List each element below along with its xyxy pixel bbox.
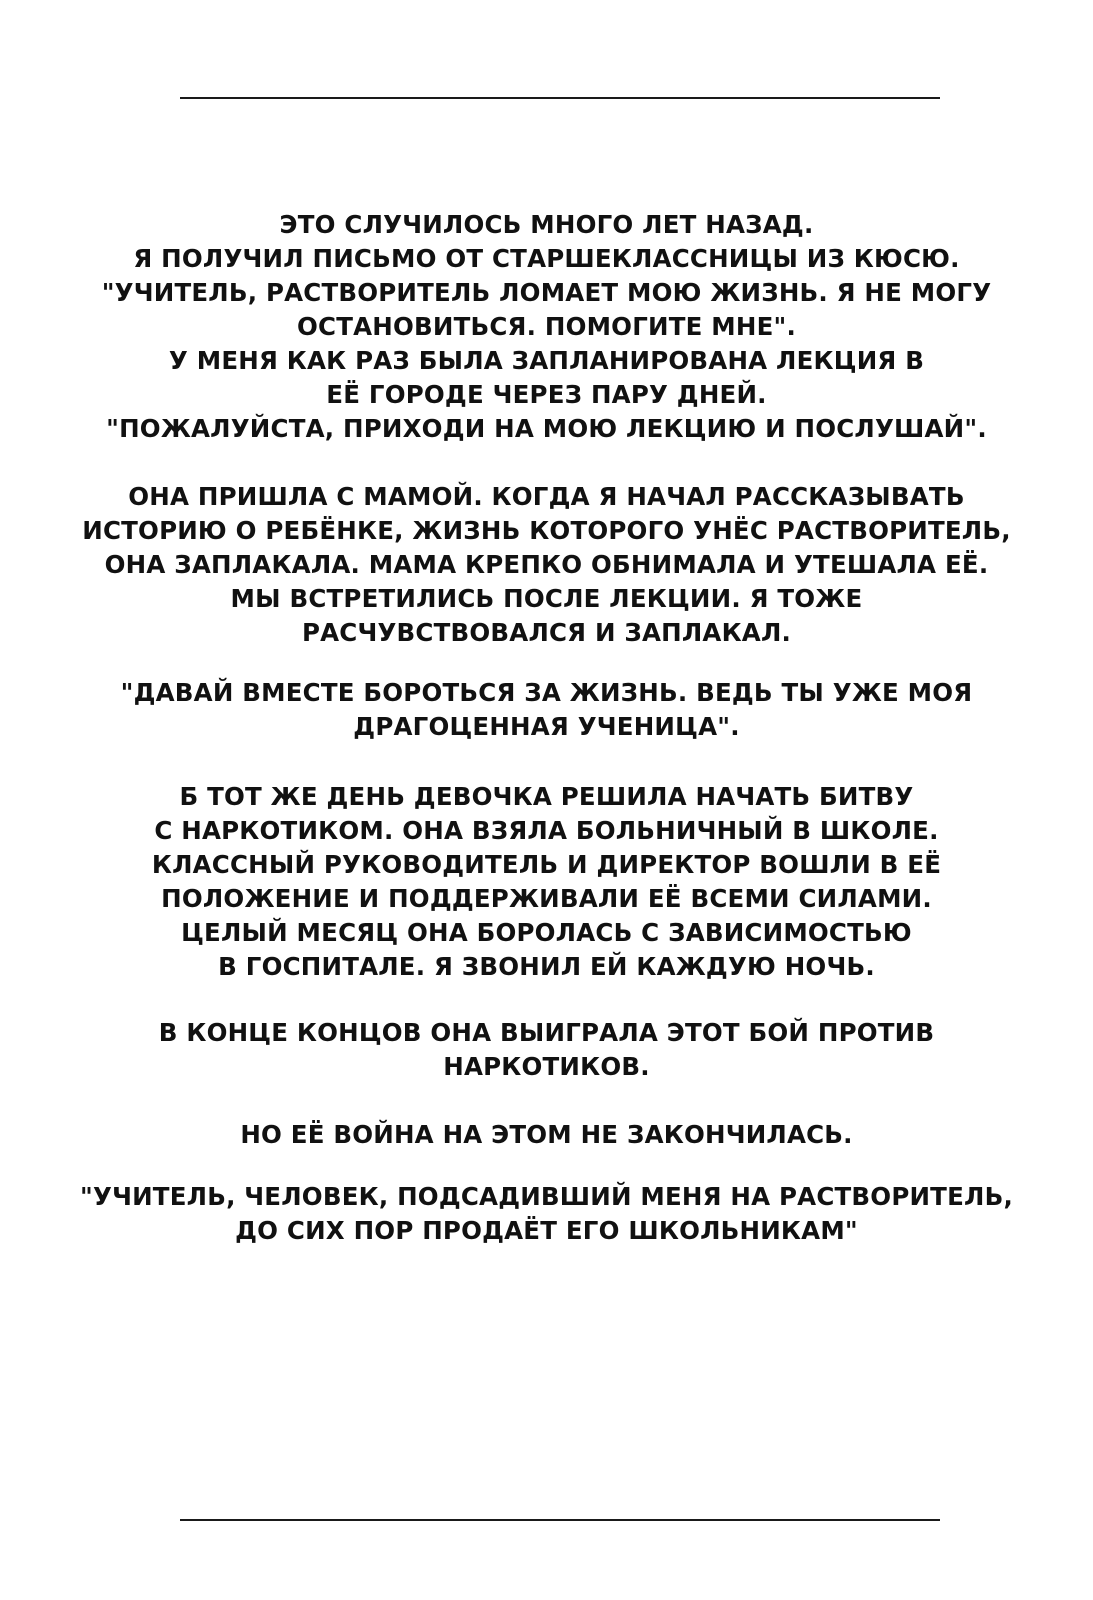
paragraph-3 xyxy=(60,676,1033,744)
paragraph-line: Б ТОТ ЖЕ ДЕНЬ ДЕВОЧКА РЕШИЛА НАЧАТЬ БИТВУ xyxy=(179,782,914,811)
paragraph-line: "УЧИТЕЛЬ, РАСТВОРИТЕЛЬ ЛОМАЕТ МОЮ ЖИЗНЬ. Я НЕ МОГУ xyxy=(101,278,992,307)
paragraph-line: "УЧИТЕЛЬ, ЧЕЛОВЕК, ПОДСАДИВШИЙ МЕНЯ НА РАСТВОРИТЕЛЬ, xyxy=(80,1182,1013,1211)
paragraph-line: ДО СИХ ПОР ПРОДАЁТ ЕГО ШКОЛЬНИКАМ" xyxy=(235,1216,858,1245)
bottom-divider-line xyxy=(180,1519,940,1521)
paragraph-line: НАРКОТИКОВ. xyxy=(443,1052,650,1081)
paragraph-6 xyxy=(60,1118,1033,1152)
paragraph-line: НО ЕЁ ВОЙНА НА ЭТОМ НЕ ЗАКОНЧИЛАСЬ. xyxy=(240,1120,853,1149)
paragraph-line: ОНА ЗАПЛАКАЛА. МАМА КРЕПКО ОБНИМАЛА И УТЕШАЛА ЕЁ. xyxy=(104,550,989,579)
top-divider-line xyxy=(180,97,940,99)
paragraph-1 xyxy=(60,208,1033,446)
paragraph-2 xyxy=(60,480,1033,650)
paragraph-line: Я ПОЛУЧИЛ ПИСЬМО ОТ СТАРШЕКЛАССНИЦЫ ИЗ КЮСЮ. xyxy=(133,244,960,273)
paragraph-line: ЕЁ ГОРОДЕ ЧЕРЕЗ ПАРУ ДНЕЙ. xyxy=(326,380,767,409)
paragraph-5 xyxy=(60,1016,1033,1084)
paragraph-line: В КОНЦЕ КОНЦОВ ОНА ВЫИГРАЛА ЭТОТ БОЙ ПРОТИВ xyxy=(158,1018,935,1047)
paragraph-line: У МЕНЯ КАК РАЗ БЫЛА ЗАПЛАНИРОВАНА ЛЕКЦИЯ В xyxy=(168,346,925,375)
paragraph-line: С НАРКОТИКОМ. ОНА ВЗЯЛА БОЛЬНИЧНЫЙ В ШКОЛЕ. xyxy=(154,816,939,845)
paragraph-line: ОСТАНОВИТЬСЯ. ПОМОГИТЕ МНЕ". xyxy=(297,312,796,341)
paragraph-line: ПОЛОЖЕНИЕ И ПОДДЕРЖИВАЛИ ЕЁ ВСЕМИ СИЛАМИ. xyxy=(161,884,932,913)
paragraph-line: В ГОСПИТАЛЕ. Я ЗВОНИЛ ЕЙ КАЖДУЮ НОЧЬ. xyxy=(218,952,875,981)
paragraph-line: ЭТО СЛУЧИЛОСЬ МНОГО ЛЕТ НАЗАД. xyxy=(279,210,814,239)
paragraph-line: КЛАССНЫЙ РУКОВОДИТЕЛЬ И ДИРЕКТОР ВОШЛИ В ЕЁ xyxy=(151,850,942,879)
paragraph-line: ОНА ПРИШЛА С МАМОЙ. КОГДА Я НАЧАЛ РАССКАЗЫВАТЬ xyxy=(128,482,965,511)
paragraph-line: "ПОЖАЛУЙСТА, ПРИХОДИ НА МОЮ ЛЕКЦИЮ И ПОСЛУШАЙ". xyxy=(106,414,987,443)
paragraph-line: ЦЕЛЫЙ МЕСЯЦ ОНА БОРОЛАСЬ С ЗАВИСИМОСТЬЮ xyxy=(181,918,912,947)
paragraph-4 xyxy=(60,780,1033,984)
paragraph-line: ДРАГОЦЕННАЯ УЧЕНИЦА". xyxy=(353,712,740,741)
paragraph-7 xyxy=(60,1180,1033,1248)
paragraph-line: "ДАВАЙ ВМЕСТЕ БОРОТЬСЯ ЗА ЖИЗНЬ. ВЕДЬ ТЫ УЖЕ МОЯ xyxy=(120,678,973,707)
paragraph-line: ИСТОРИЮ О РЕБЁНКЕ, ЖИЗНЬ КОТОРОГО УНЁС РАСТВОРИТЕЛЬ, xyxy=(82,516,1011,545)
paragraph-line: РАСЧУВСТВОВАЛСЯ И ЗАПЛАКАЛ. xyxy=(301,618,792,647)
paragraph-line: МЫ ВСТРЕТИЛИСЬ ПОСЛЕ ЛЕКЦИИ. Я ТОЖЕ xyxy=(230,584,863,613)
